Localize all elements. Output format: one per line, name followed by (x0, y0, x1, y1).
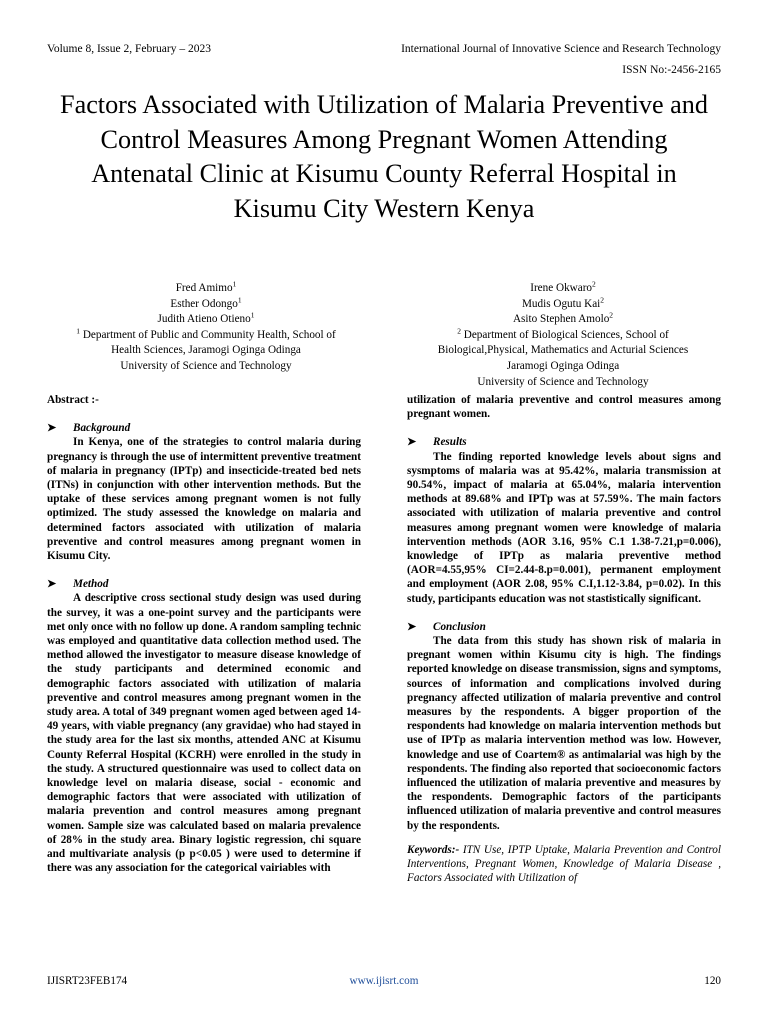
journal-name-header: International Journal of Innovative Science and Research Technology (401, 43, 721, 55)
page-number: 120 (704, 975, 721, 987)
author-affiliation: University of Science and Technology (120, 359, 292, 372)
authors-left-block (47, 281, 365, 375)
journal-volume-header: Volume 8, Issue 2, February – 2023 (47, 43, 211, 55)
author-name: Mudis Ogutu Kai$^2$ (521, 294, 605, 310)
author-affiliation: University of Science and Technology (477, 375, 649, 388)
paper-id-footer: IJISRT23FEB174 (47, 975, 128, 987)
arrow-bullet-icon: ➤ (47, 578, 57, 591)
author-affiliation: $^1$ Department of Public and Community Health, School of (76, 326, 336, 341)
background-text: In Kenya, one of the strategies to control malaria during pregnancy is through the use of intermittent preventive treatment of malaria in pregnancy (IPTp) and insecticide-treated bed nets (ITNs) in conjunction with other intervention methods. But the uptake of these services among pregnant women is not fully optimized. The study assessed the knowledge on malaria and determined factors associated with utilization of malaria preventive and control measures among pregnant women in Kisumu City. (47, 436, 361, 563)
conclusion-text: The data from this study has shown risk of malaria in pregnant women within Kisumu city is high. The findings reported knowledge on disease transmission, signs and symptoms, sources of information and complications involved during pregnancy affected utilization of malaria preventive and control measures by the respondents. A bigger proportion of the respondents had knowledge on malaria intervention methods but use of IPTp as malaria intervention method was low. However, knowledge and use of Coartem® as antimalarial was high by the respondents. The finding also reported that socioeconomic factors influenced the utilization of malaria preventive and measures by the respondents. Demographic factors of the participants influenced utilization of malaria preventive and control measures by the respondents. (407, 635, 722, 832)
keywords-text: ITN Use, IPTP Uptake, Malaria Prevention and Control Interventions, Pregnant Women, Knowledge of Malaria Disease , Factors Associated with Utilization of (407, 843, 721, 885)
author-name: Fred Amimo$^1$ (175, 279, 237, 294)
issn-header: ISSN No:-2456-2165 (622, 64, 721, 76)
method-text-continued: utilization of malaria preventive and control measures among pregnant women. (407, 394, 721, 421)
author-name: Irene Okwaro$^2$ (530, 279, 596, 294)
arrow-bullet-icon: ➤ (407, 436, 417, 449)
arrow-bullet-icon: ➤ (407, 620, 417, 633)
abstract-right-column (407, 393, 721, 886)
method-text: A descriptive cross sectional study design was used during the survey, it was a one-point survey and the participants were met only once with no follow up done. A random sampling technic was employed and quantitative data collection method used. The method allowed the investigator to measure disease knowledge of the study participants and determined economic and demographic factors associated with utilization of malaria preventive and control measures among pregnant women in the study area. A total of 349 pregnant women aged between aged 14-49 years, with viable pregnancy (any gravidae) who had stayed in the study area for the last six months, attended ANC at Kisumu County Referral Hospital (KCRH) were enrolled in the study in the study. A structured questionnaire was used to collect data on knowledge level on malaria disease, social - economic and demographic factors that were associated with utilization of malaria prevention and control measures among pregnant women. Sample size was calculated based on malaria prevalence of 28% in the study area. Binary logistic regression, chi square and multivariate analysis (p p<0.05 ) were used to determine if there was any association for the categorical vairiables with (47, 592, 361, 875)
background-heading: ➤ Background (47, 422, 131, 435)
conclusion-heading: ➤ Conclusion (407, 620, 486, 633)
author-affiliation: Biological,Physical, Mathematics and Acturial Sciences (437, 344, 689, 357)
author-affiliation: Health Sciences, Jaramogi Oginga Odinga (111, 344, 301, 357)
keywords-label: Keywords:- (407, 843, 460, 856)
method-heading: ➤ Method (47, 578, 109, 591)
results-text: The finding reported knowledge levels about signs and sysmptoms of malaria was at 95.42%, malaria transmission at 90.54%, impact of malaria at 65.04%, malaria intervention methods at 89.68% and IPTp was at 57.59%. The main factors associated with utilization of malaria preventive and control measures among pregnant women were knowledge of malaria intervention methods (AOR 3.16, 95% C.1 1.38-7.21,p=0.006), knowledge of IPTp as malaria preventive method (AOR=4.55,95% CI=2.44-8.p=0.001), permanent employment and employment (AOR 2.08, 95% C.I,1.12-3.84, p=0.02). In this study, participants education was not stastistically significant. (407, 450, 721, 605)
authors-right-block (404, 281, 722, 390)
results-heading: ➤ Results (407, 436, 467, 449)
journal-website-link[interactable]: www.ijisrt.com (349, 975, 419, 987)
author-name: Asito Stephen Amolo$^2$ (512, 310, 614, 326)
author-name: Esther Odongo$^1$ (170, 294, 242, 310)
abstract-left-column (47, 393, 361, 876)
abstract-label: Abstract :- (47, 394, 99, 406)
paper-title: Factors Associated with Utilization of Malaria Preventive and Control Measures Among Pregnant Women Attending Antenatal Clinic at Kisumu County Referral Hospital in Kisumu City Western Kenya (60, 90, 708, 223)
author-name: Judith Atieno Otieno$^1$ (157, 310, 255, 326)
arrow-bullet-icon: ➤ (47, 422, 57, 435)
author-affiliation: $^2$ Department of Biological Sciences, School of (457, 326, 669, 341)
keywords (407, 843, 721, 886)
author-affiliation: Jaramogi Oginga Odinga (506, 359, 620, 372)
